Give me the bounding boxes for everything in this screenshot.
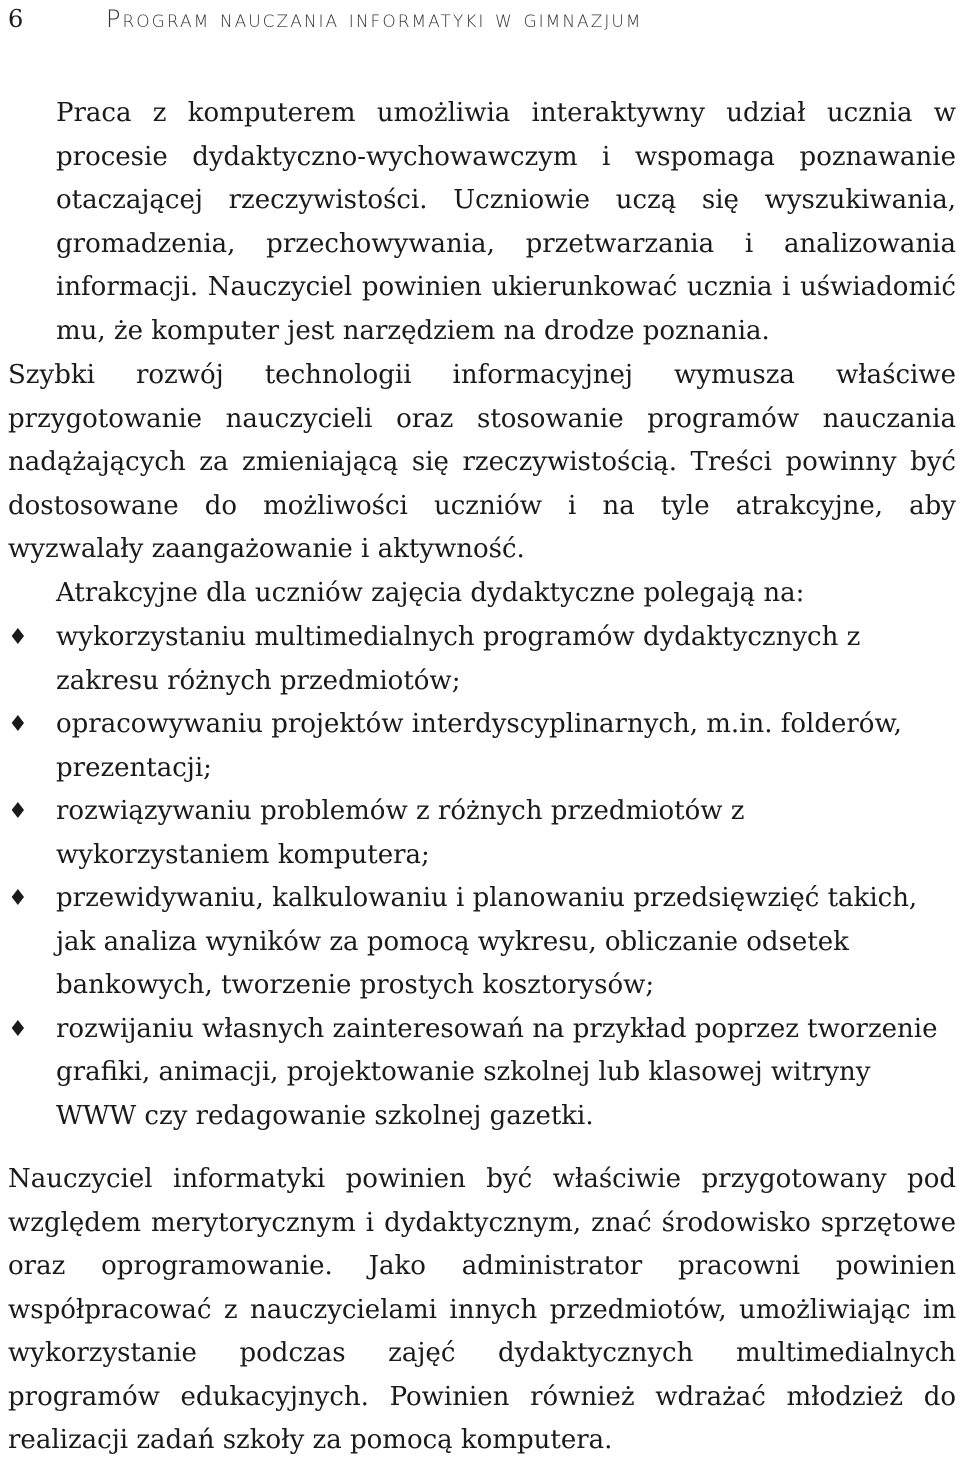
diamond-bullet-icon: ♦ — [8, 712, 28, 737]
list-item-text: opracowywaniu projektów interdyscyplinarnych, m.in. folderów, prezentacji; — [56, 709, 902, 783]
diamond-bullet-icon: ♦ — [8, 799, 28, 824]
paragraph-1-indented: Praca z komputerem umożliwia interaktywny udział ucznia w procesie dydaktyczno-wychowawczym i wspomaga poznawanie otaczającej rzeczywistości. Uczniowie uczą się wyszukiwania, gromadzenia, przechowywania, przetwarzania i analizowania informacji. Nauczyciel powinien ukierunkować ucznia i uświadomić mu, że komputer jest narzędziem na drodze poznania. — [56, 98, 956, 346]
activities-list — [8, 616, 956, 1138]
diamond-bullet-icon: ♦ — [8, 1016, 28, 1042]
list-item-text: wykorzystaniu multimedialnych programów dydaktycznych z zakresu różnych przedmiotów; — [56, 622, 861, 696]
list-item — [8, 790, 956, 877]
page-header — [8, 2, 960, 36]
list-item-text: rozwiązywaniu problemów z różnych przedmiotów z wykorzystaniem komputera; — [56, 796, 745, 870]
paragraph-2: Nauczyciel informatyki powinien być właściwie przygotowany pod względem merytorycznym i dydaktycznym, znać środowisko sprzętowe oraz oprogramowanie. Jako administrator pracowni powinien współpracować z nauczycielami innych przedmiotów, umożliwiając im wykorzystanie podczas zajęć dydaktycznych multimedialnych programów edukacyjnych. Powinien również wdrażać młodzież do realizacji zadań szkoły za pomocą komputera. — [8, 1164, 956, 1455]
diamond-bullet-icon: ♦ — [8, 886, 28, 911]
list-item — [8, 703, 956, 790]
list-item-text: rozwijaniu własnych zainteresowań na przykład poprzez tworzenie grafiki, animacji, projektowanie szkolnej lub klasowej witryny WWW czy redagowanie szkolnej gazetki. — [56, 1013, 938, 1131]
running-title: Program nauczania informatyki w gimnazjum — [106, 5, 643, 33]
list-item-text: przewidywaniu, kalkulowaniu i planowaniu przedsięwzięć takich, jak analiza wyników za pomocą wykresu, obliczanie odsetek bankowych, tworzenie prostych kosztorysów; — [56, 883, 918, 1000]
list-item — [8, 877, 956, 1008]
page-number: 6 — [8, 5, 24, 33]
list-item — [8, 616, 956, 703]
diamond-bullet-icon: ♦ — [8, 625, 28, 650]
list-item — [8, 1008, 956, 1139]
paragraph-1-continuation: Szybki rozwój technologii informacyjnej wymusza właściwe przygotowanie nauczycieli oraz stosowanie programów nauczania nadążających za zmieniającą się rzeczywistością. Treści powinny być dostosowane do możliwości uczniów i na tyle atrakcyjne, aby wyzwalały zaangażowanie i aktywność. — [8, 360, 956, 564]
list-intro: Atrakcyjne dla uczniów zajęcia dydaktyczne polegają na: — [56, 578, 805, 608]
